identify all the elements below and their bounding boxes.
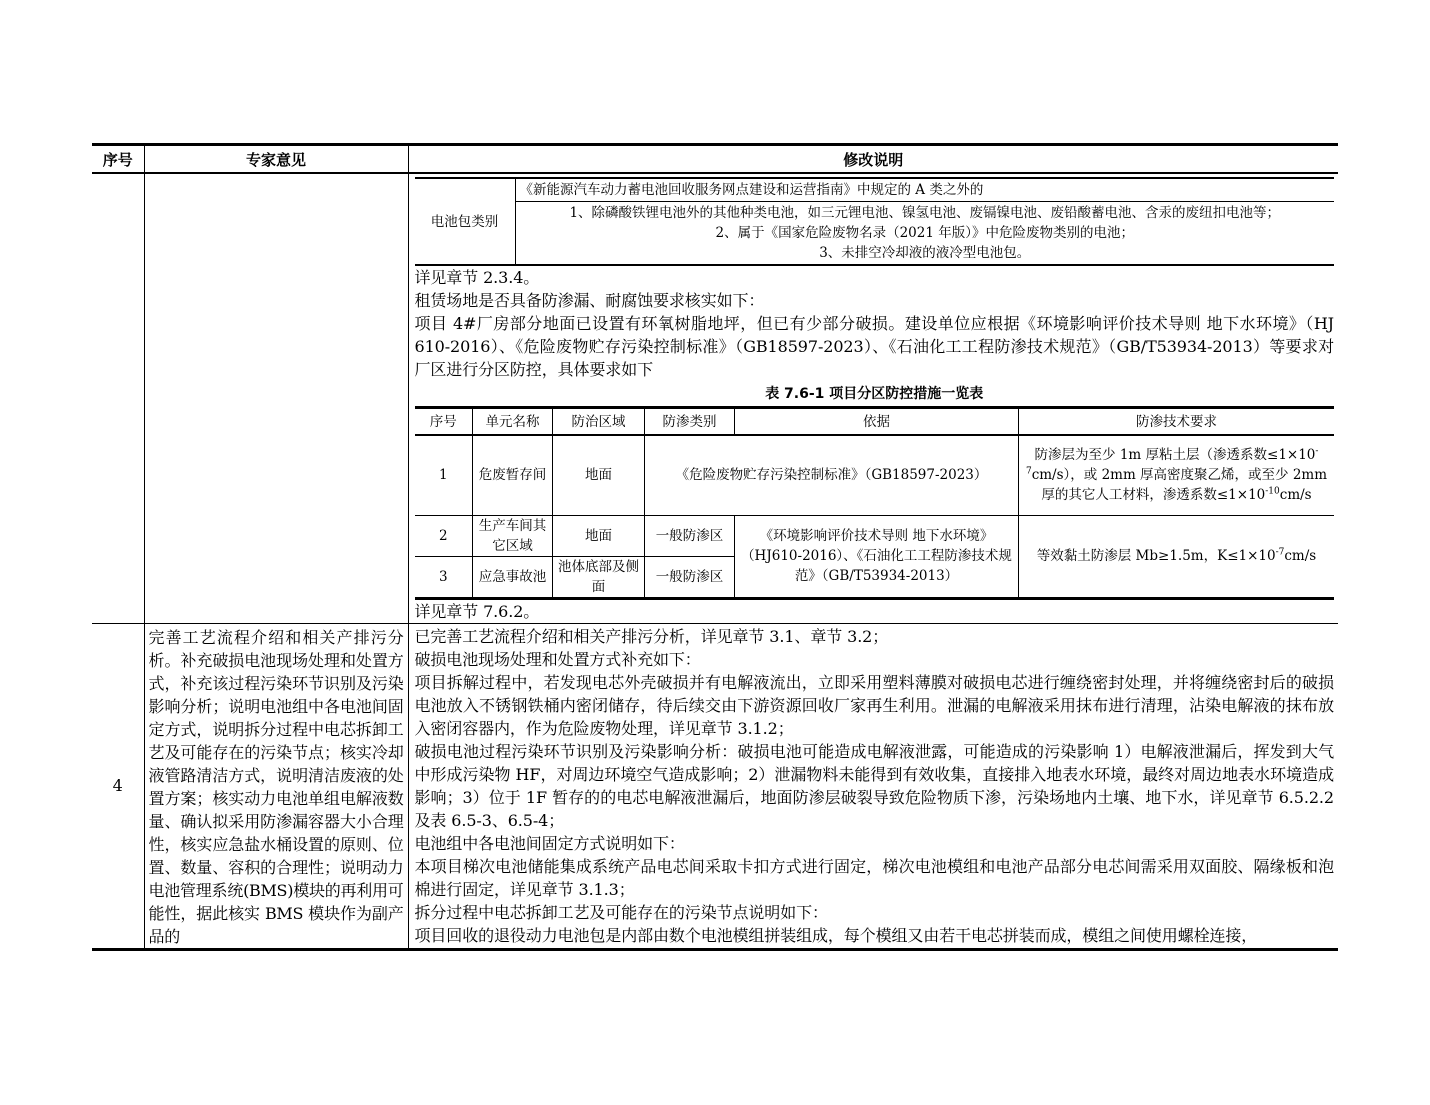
header-opinion: 专家意见 <box>144 145 408 174</box>
zone-unit: 应急事故池 <box>473 556 553 598</box>
table-caption: 表 7.6-1 项目分区防控措施一览表 <box>765 386 984 402</box>
seq-cell: 4 <box>92 623 144 949</box>
zone-area: 池体底部及侧面 <box>553 556 645 598</box>
zone-type: 一般防渗区 <box>645 556 735 598</box>
paragraph: 项目 4#厂房部分地面已设置有环氧树脂地坪，但已有少部分破损。建设单位应根据《环境影响评价技术导则 地下水环境》（HJ 610-2016）、《危险废物贮存污染控制标准》（GB18597-2023）、《石油化工工程防渗技术规范》（GB/T53934-2013）等要求对厂区进行分区防控，具体要求如下 <box>414 314 1334 379</box>
zone-unit: 生产车间其它区域 <box>473 515 553 556</box>
opinion-cell <box>144 623 408 949</box>
pack-category-row2 <box>515 202 1334 266</box>
header-modification: 修改说明 <box>408 145 1338 174</box>
paragraph: 租赁场地是否具备防渗漏、耐腐蚀要求核实如下： <box>414 291 765 310</box>
paragraph: 破损电池现场处理和处置方式补充如下： <box>414 649 701 669</box>
zone-control-table <box>415 406 1335 600</box>
zone-header-req: 防渗技术要求 <box>1019 408 1335 436</box>
pack-line: 1、除磷酸铁锂电池外的其他种类电池，如三元锂电池、镍氢电池、废镉镍电池、废铅酸蓄电池、含汞的废纽扣电池等； <box>569 205 1281 221</box>
paragraph: 项目回收的退役动力电池包是内部由数个电池模组拼装组成，每个模组又由若干电芯拼装而成，模组之间使用螺栓连接， <box>414 925 1258 945</box>
zone-shared-requirement: 等效黏土防渗层 Mb≥1.5m，$K\le 1\times 10^{-7}cm/s$ <box>1019 515 1335 598</box>
pack-category-row1: 《新能源汽车动力蓄电池回收服务网点建设和运营指南》中规定的 A 类之外的 <box>515 178 1334 202</box>
zone-area: 地面 <box>553 515 645 556</box>
table-row-previous <box>92 173 1338 623</box>
modification-cell <box>408 623 1338 949</box>
zone-header-unit: 单元名称 <box>473 408 553 436</box>
paragraph: 破损电池过程污染环节识别及污染影响分析：破损电池可能造成电解液泄露，可能造成的污染影响 1）电解液泄漏后，挥发到大气中形成污染物 HF，对周边环境空气造成影响；2）泄漏物料未能得到有效收集，直接排入地表水环境，最终对周边地表水环境造成影响；3）位于 1F 暂存的的电芯电解液泄漏后，地面防渗层破裂导致危险物质下渗，污染场地内土壤、地下水，详见章节 6.5.2.2 及表 6.5-3、6.5-4； <box>414 741 1334 830</box>
zone-seq: 2 <box>415 515 473 556</box>
zone-area: 地面 <box>553 435 645 515</box>
zone-type: 一般防渗区 <box>645 515 735 556</box>
paragraph: 本项目梯次电池储能集成系统产品电芯间采取卡扣方式进行固定，梯次电池模组和电池产品部分电芯间需采用双面胶、隔缘板和泡棉进行固定，详见章节 3.1.3； <box>414 856 1334 899</box>
header-seq: 序号 <box>92 145 144 174</box>
pack-category-label: 电池包类别 <box>415 178 516 265</box>
zone-row <box>415 435 1335 515</box>
opinion-cell-empty <box>144 173 408 623</box>
paragraph: 详见章节 2.3.4。 <box>414 268 540 287</box>
zone-requirement: 防渗层为至少 1m 厚粘土层（渗透系数$\le 1\times 10^{-7}cm/s$），或 2mm 厚高密度聚乙烯，或至少 2mm 厚的其它人工材料，渗透系数$\le 1\times 10^{-10}cm/s$ <box>1019 435 1335 515</box>
zone-header-basis: 依据 <box>735 408 1019 436</box>
pack-line: 3、未排空冷却液的液冷型电池包。 <box>819 245 1031 261</box>
paragraph: 详见章节 7.6.2。 <box>414 601 540 621</box>
review-table <box>92 143 1338 951</box>
paragraph: 电池组中各电池间固定方式说明如下： <box>414 833 685 853</box>
zone-row <box>415 515 1335 556</box>
paragraph: 拆分过程中电芯拆卸工艺及可能存在的污染节点说明如下： <box>414 902 828 922</box>
table-row-4 <box>92 623 1338 949</box>
seq-cell-empty <box>92 173 144 623</box>
paragraph: 项目拆解过程中，若发现电芯外壳破损并有电解液流出，立即采用塑料薄膜对破损电芯进行缠绕密封处理，并将缠绕密封后的破损电池放入不锈钢铁桶内密闭储存，待后续交由下游资源回收厂家再生利用。泄漏的电解液采用抹布进行清理，沾染电解液的抹布放入密闭容器内，作为危险废物处理，详见章节 3.1.2； <box>414 672 1334 738</box>
zone-basis: 《危险废物贮存污染控制标准》（GB18597-2023） <box>645 435 1019 515</box>
zone-header-seq: 序号 <box>415 408 473 436</box>
opinion-text: 完善工艺流程介绍和相关产排污分析。补充破损电池现场处理和处置方式，补充该过程污染环节识别及污染影响分析；说明电池组中各电池间固定方式，说明拆分过程中电芯拆卸工艺及可能存在的污染节点；核实冷却液管路清洁方式，说明清洁废液的处置方案；核实动力电池单组电解液数量、确认拟采用防渗漏容器大小合理性，核实应急盐水桶设置的原则、位置、数量、容积的合理性；说明动力电池管理系统(BMS)模块的再利用可能性，据此核实 BMS 模块作为副产品的 <box>148 627 404 946</box>
battery-pack-table <box>415 177 1335 266</box>
table-header-row <box>92 145 1338 174</box>
zone-seq: 1 <box>415 435 473 515</box>
zone-header-type: 防渗类别 <box>645 408 735 436</box>
zone-seq: 3 <box>415 556 473 598</box>
zone-unit: 危废暂存间 <box>473 435 553 515</box>
zone-header-area: 防治区域 <box>553 408 645 436</box>
zone-table-header <box>415 408 1335 436</box>
pack-line: 2、属于《国家危险废物名录（2021 年版）》中危险废物类别的电池； <box>715 225 1134 241</box>
zone-shared-basis: 《环境影响评价技术导则 地下水环境》（HJ610-2016）、《石油化工工程防渗技术规范》（GB/T53934-2013） <box>735 515 1019 598</box>
modification-cell <box>408 173 1338 623</box>
paragraph: 已完善工艺流程介绍和相关产排污分析，详见章节 3.1、章节 3.2； <box>414 626 889 646</box>
